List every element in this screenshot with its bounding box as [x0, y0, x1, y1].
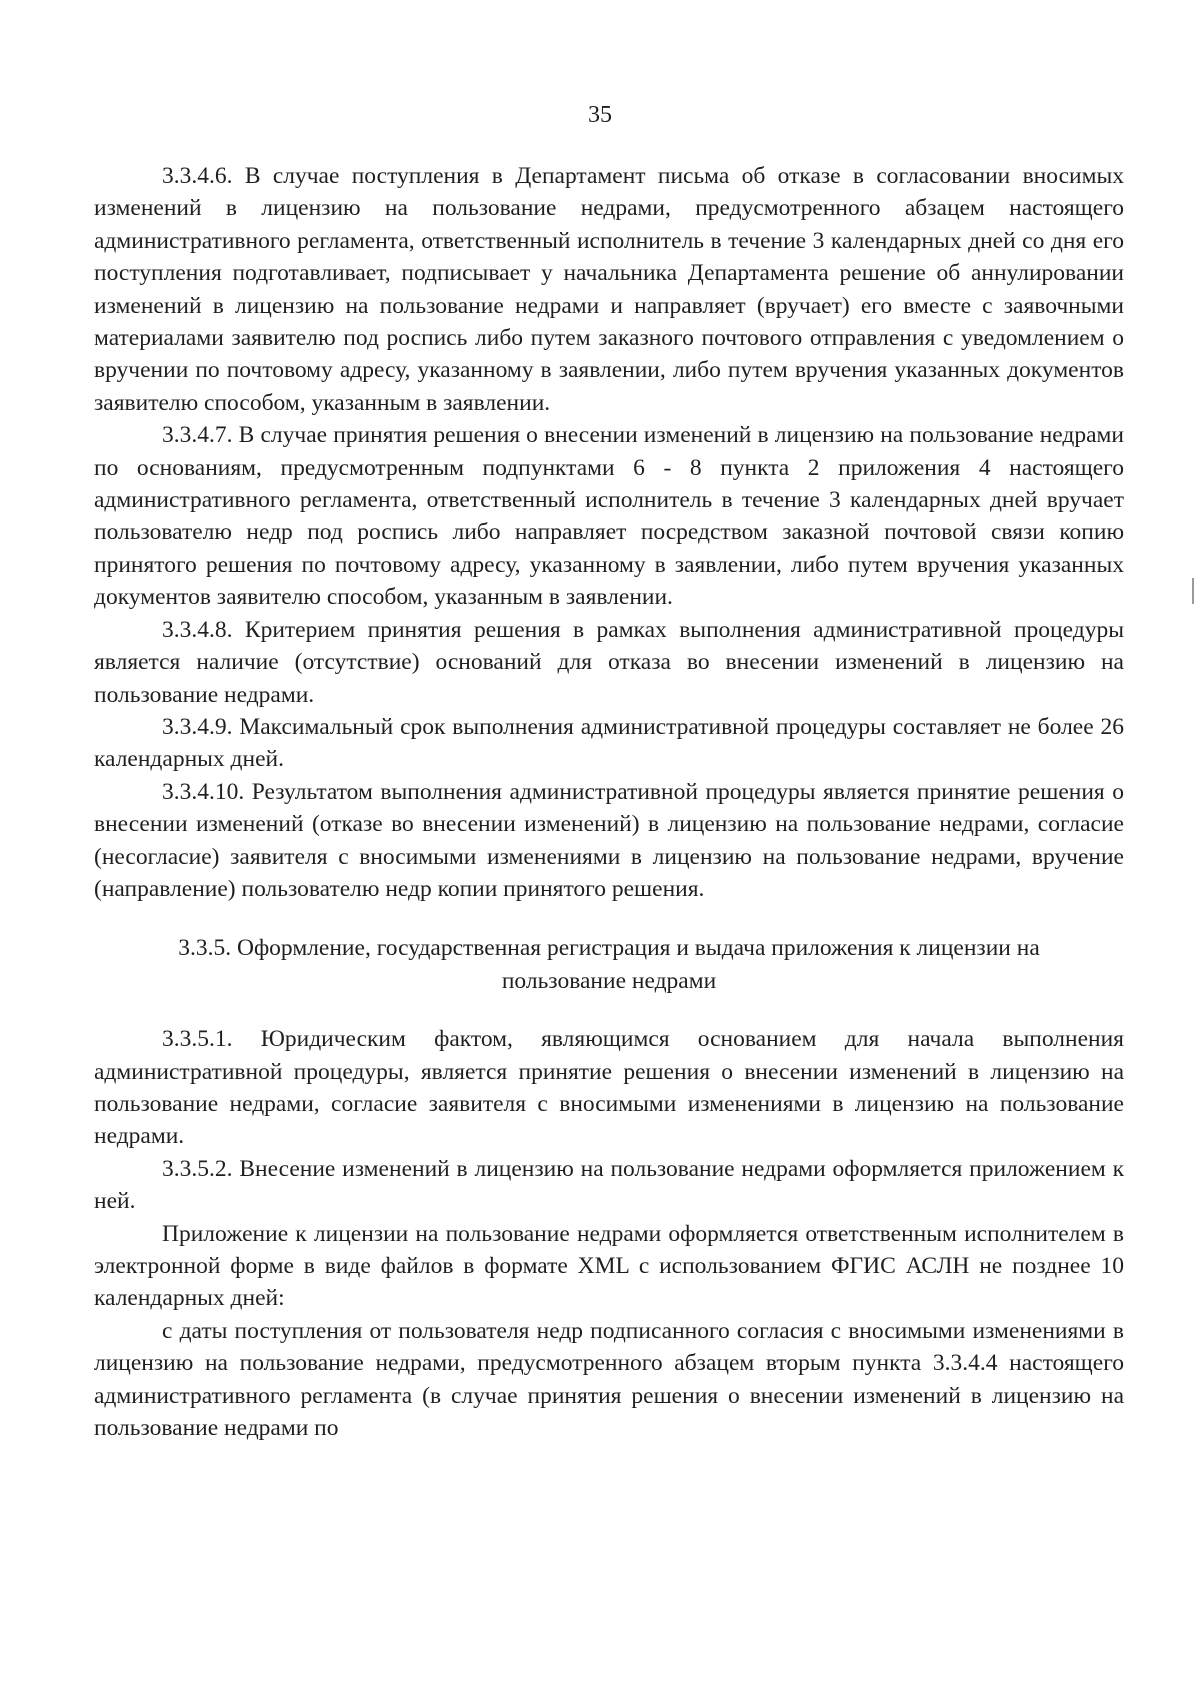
page-number: 35 [588, 102, 612, 128]
paragraph-from-date: с даты поступления от пользователя недр подписанного согласия с вносимыми изменениями в лицензию на пользование недрами, предусмотренного абзацем вторым пункта 3.3.4.4 настоящего административного регламента (в случае принятия решения о внесении изменений в лицензию на пользование недрами по [94, 1317, 1124, 1442]
paragraph-3-3-4-10: 3.3.4.10. Результатом выполнения административной процедуры является принятие решения о внесении изменений (отказе во внесении изменений) в лицензию на пользование недрами, согласие (несогласие) заявителя с вносимыми изменениями в лицензию на пользование недрами, вручение (направление) пользователю недр копии принятого решения. [94, 778, 1124, 902]
paragraph-3-3-5-1: 3.3.5.1. Юридическим фактом, являющимся основанием для начала выполнения административной процедуры, является принятие решения о внесении изменений в лицензию на пользование недрами, согласие заявителя с вносимыми изменениями в лицензию на пользование недрами. [94, 1026, 1124, 1150]
paragraph-3-3-5-2: 3.3.5.2. Внесение изменений в лицензию на пользование недрами оформляется приложением к ней. [94, 1155, 1124, 1215]
section-heading: 3.3.5. Оформление, государственная регистрация и выдача приложения к лицензии на пользование недрами [178, 935, 1040, 994]
scan-edge-mark [1192, 578, 1194, 604]
paragraph-3-3-4-8: 3.3.4.8. Критерием принятия решения в рамках выполнения административной процедуры является наличие (отсутствие) оснований для отказа во внесении изменений в лицензию на пользование недрами. [94, 616, 1124, 708]
paragraph-3-3-4-6: 3.3.4.6. В случае поступления в Департамент письма об отказе в согласовании вносимых изменений в лицензию на пользование недрами, предусмотренного абзацем настоящего административного регламента, ответственный исполнитель в течение 3 календарных дней со дня его поступления подготавливает, подписывает у начальника Департамента решение об аннулировании изменений в лицензию на пользование недрами и направляет (вручает) его вместе с заявочными материалами заявителю под роспись либо путем заказного почтового отправления с уведомлением о вручении по почтовому адресу, указанному в заявлении, либо путем вручения указанных документов заявителю способом, указанным в заявлении. [94, 163, 1124, 416]
paragraph-3-3-4-9: 3.3.4.9. Максимальный срок выполнения административной процедуры составляет не более 26 календарных дней. [94, 713, 1124, 773]
paragraph-3-3-4-7: 3.3.4.7. В случае принятия решения о внесении изменений в лицензию на пользование недрами по основаниям, предусмотренным подпунктами 6 - 8 пункта 2 приложения 4 настоящего административного регламента, ответственный исполнитель в течение 3 календарных дней вручает пользователю недр под роспись либо направляет посредством заказной почтовой связи копию принятого решения по почтовому адресу, указанному в заявлении, либо путем вручения указанных документов заявителю способом, указанным в заявлении. [94, 422, 1124, 611]
paragraph-appendix-xml: Приложение к лицензии на пользование недрами оформляется ответственным исполнителем в электронной форме в виде файлов в формате XML с использованием ФГИС АСЛН не позднее 10 календарных дней: [94, 1220, 1124, 1312]
document-body [94, 160, 1124, 1444]
